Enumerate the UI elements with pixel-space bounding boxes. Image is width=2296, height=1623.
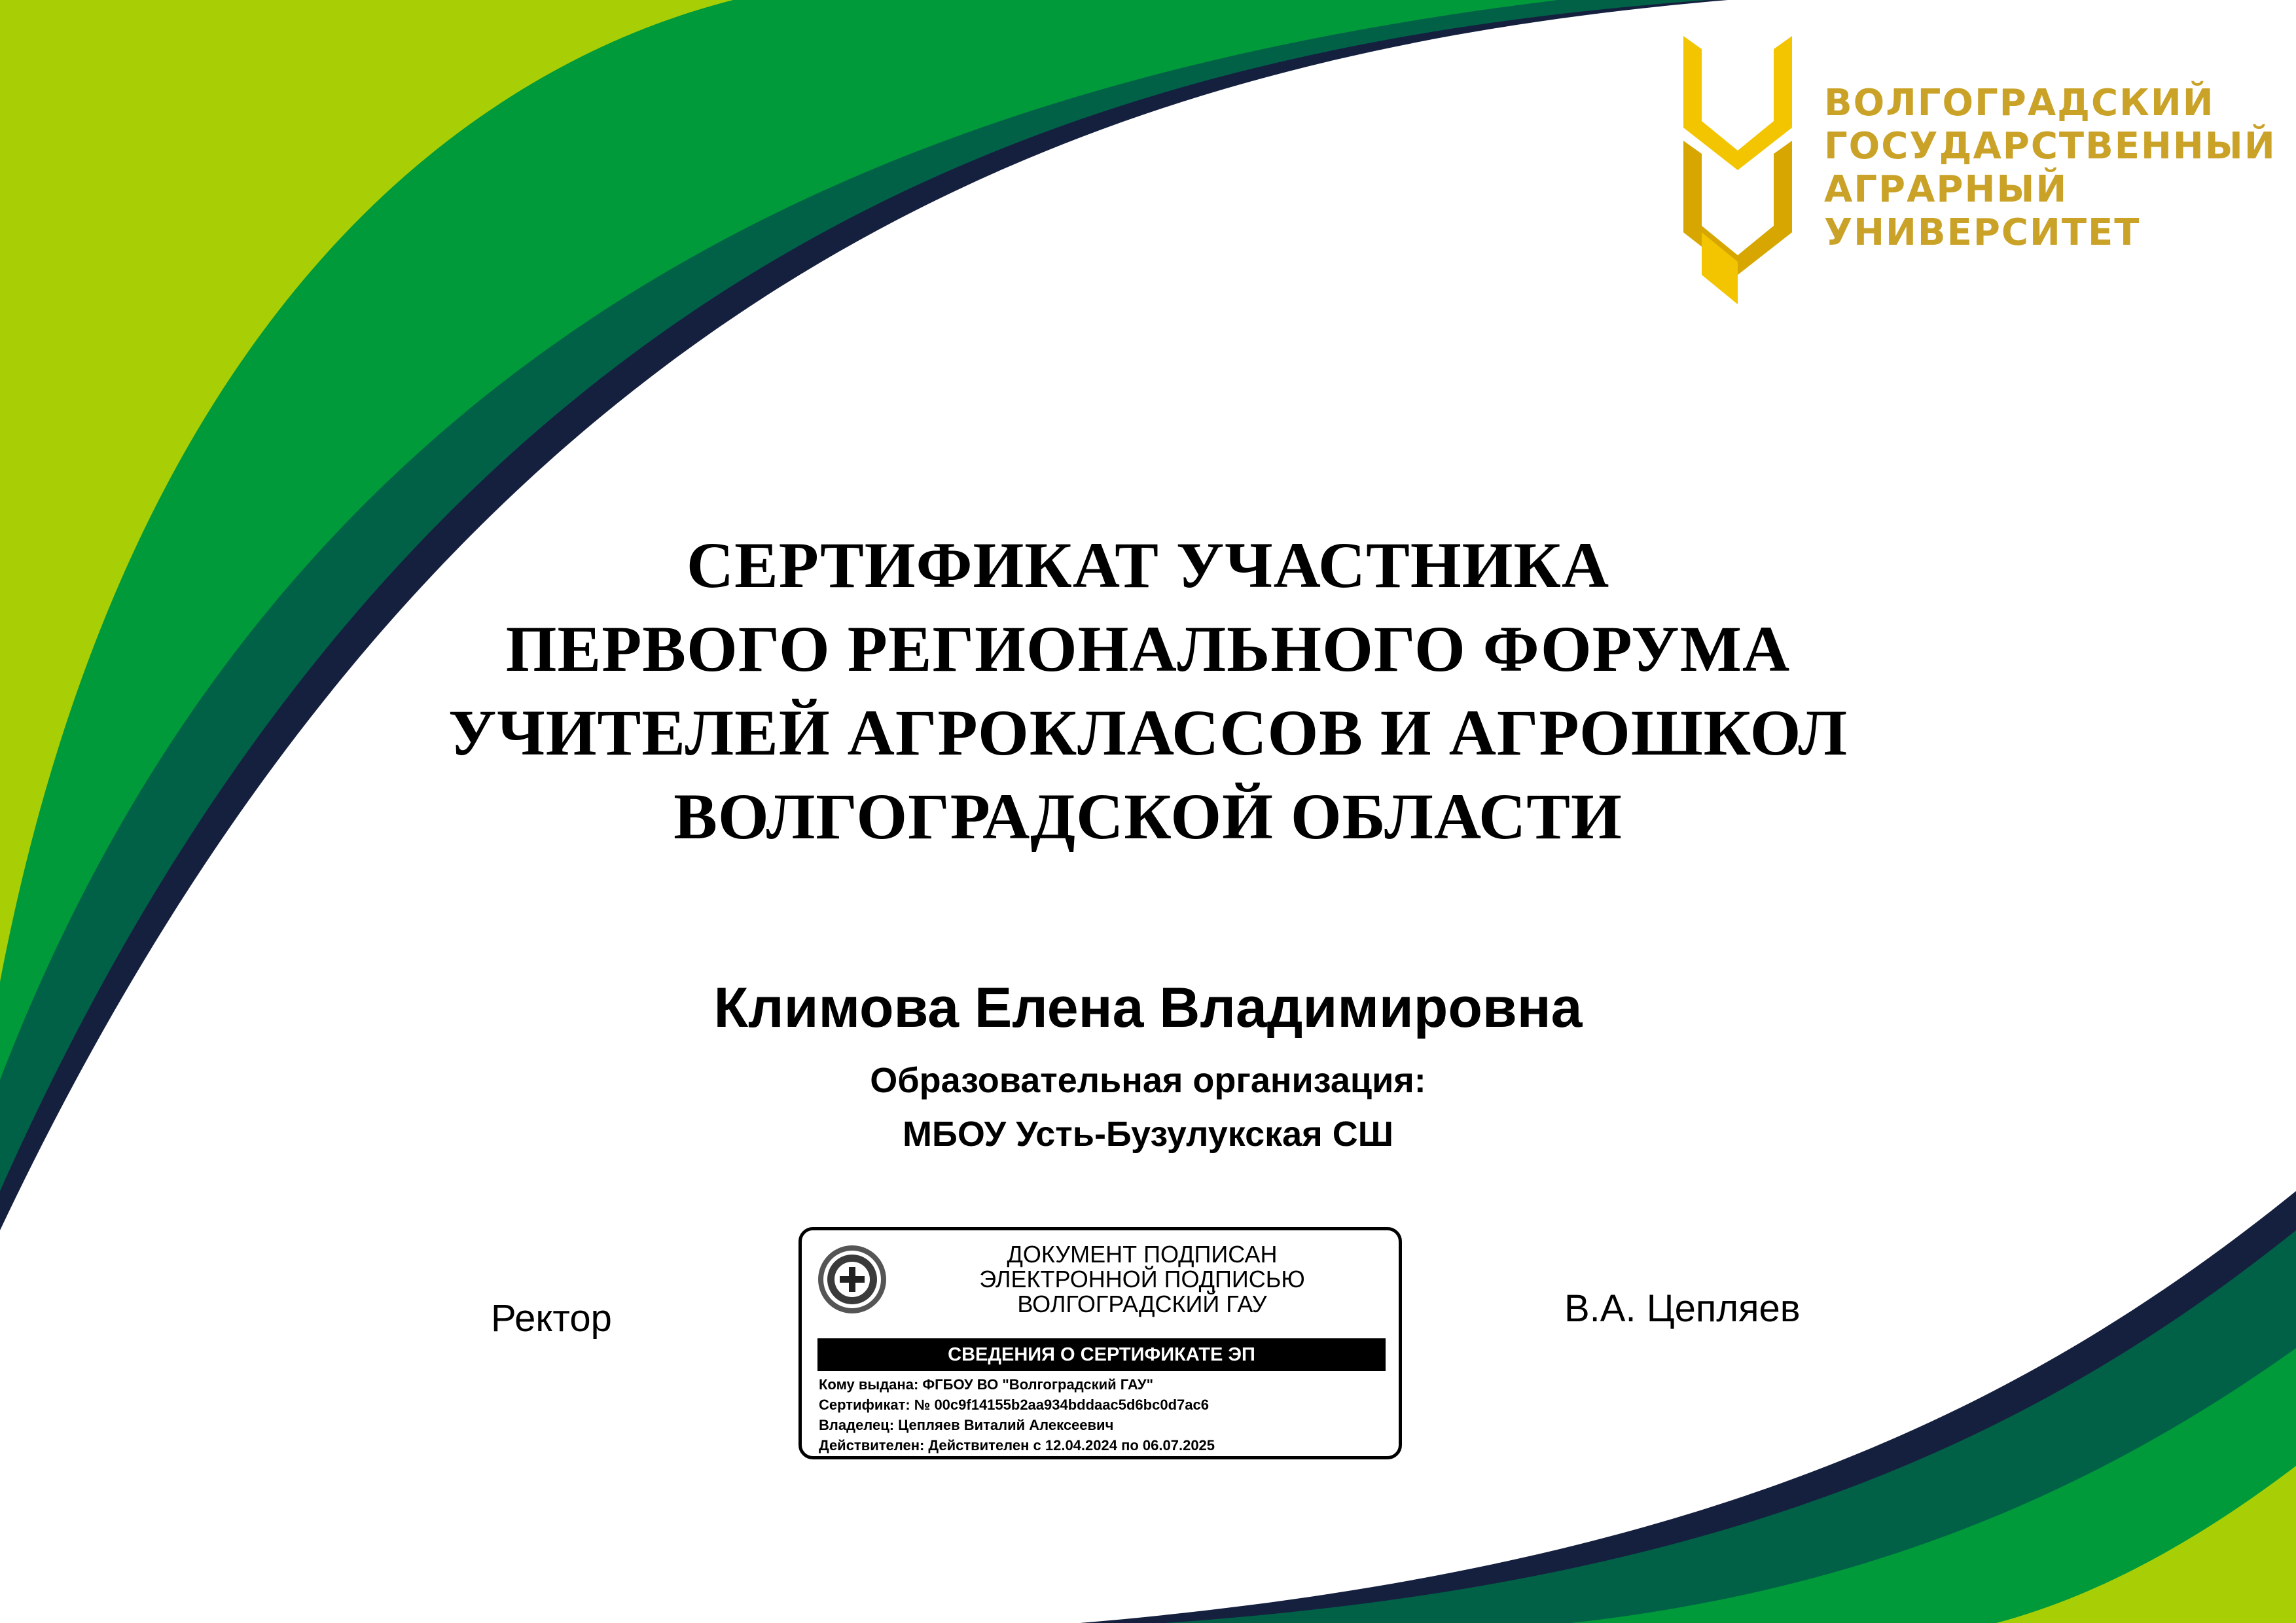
title-line: СЕРТИФИКАТ УЧАСТНИКА [686, 529, 1610, 601]
certificate-title [199, 524, 2097, 859]
signer-name: В.А. Цепляев [1564, 1287, 1801, 1330]
stamp-header-line: ДОКУМЕНТ ПОДПИСАН [1007, 1241, 1278, 1268]
signer-position: Ректор [491, 1297, 612, 1340]
stamp-header [893, 1242, 1391, 1317]
university-seal-icon [816, 1243, 888, 1315]
recipient-name: Климова Елена Владимировна [713, 976, 1583, 1039]
stamp-detail-line: Кому выдана: ФГБОУ ВО "Волгоградский ГАУ" [819, 1376, 1154, 1393]
university-emblem-icon [1682, 36, 1793, 304]
stamp-detail-line: Сертификат: № 00c9f14155b2aa934bddaac5d6bc0d7ac6 [819, 1397, 1209, 1413]
stamp-detail-line: Владелец: Цепляев Виталий Алексеевич [819, 1417, 1114, 1433]
university-name-line: ВОЛГОГРАДСКИЙ [1824, 82, 2215, 124]
electronic-signature-stamp [798, 1227, 1402, 1459]
stamp-detail-line: Действителен: Действителен с 12.04.2024 по 06.07.2025 [819, 1437, 1215, 1454]
university-logo [1682, 36, 2276, 304]
university-name-line: УНИВЕРСИТЕТ [1824, 211, 2141, 254]
stamp-header-line: ЭЛЕКТРОННОЙ ПОДПИСЬЮ [979, 1266, 1305, 1293]
university-name [1824, 82, 2276, 255]
stamp-details [819, 1374, 1215, 1455]
university-name-line: ГОСУДАРСТВЕННЫЙ [1824, 125, 2276, 168]
organization-value: МБОУ Усть-Бузулукская СШ [903, 1115, 1393, 1154]
stamp-header-line: ВОЛГОГРАДСКИЙ ГАУ [1017, 1291, 1267, 1317]
title-line: УЧИТЕЛЕЙ АГРОКЛАССОВ И АГРОШКОЛ [448, 696, 1848, 769]
stamp-certificate-bar: СВЕДЕНИЯ О СЕРТИФИКАТЕ ЭП [817, 1338, 1386, 1371]
title-line: ПЕРВОГО РЕГИОНАЛЬНОГО ФОРУМА [505, 613, 1791, 685]
title-line: ВОЛГОГРАДСКОЙ ОБЛАСТИ [673, 780, 1623, 853]
university-name-line: АГРАРНЫЙ [1824, 168, 2068, 211]
organization-label: Образовательная организация: [870, 1061, 1426, 1100]
